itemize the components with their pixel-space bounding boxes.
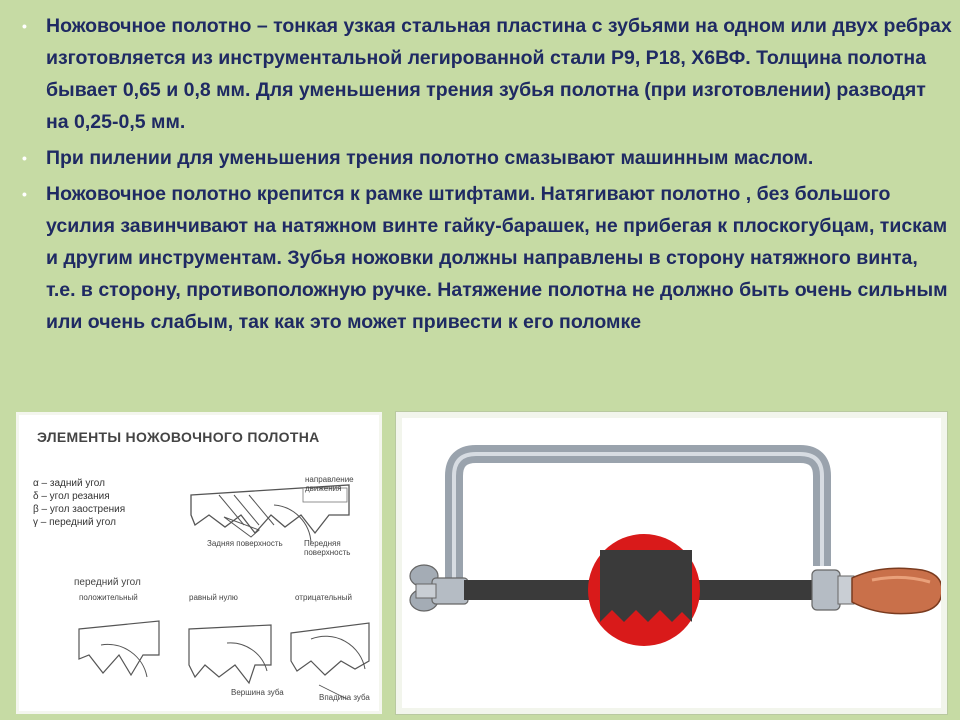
hatch-line bbox=[234, 495, 259, 525]
bullet-item bbox=[22, 178, 952, 338]
bullet-item bbox=[22, 142, 952, 174]
hatch-line bbox=[219, 495, 244, 525]
angle-type-zero: равный нулю bbox=[189, 593, 238, 602]
tooth-geometry-diagram bbox=[19, 415, 379, 711]
tooth-top-label: Вершина зуба bbox=[231, 688, 284, 697]
tension-screw-clamp bbox=[432, 578, 468, 604]
blade-clamp bbox=[812, 570, 840, 610]
hatch-line bbox=[249, 495, 274, 525]
direction-label: направление движения bbox=[305, 475, 354, 493]
front-surface-label: Передняя поверхность bbox=[304, 539, 351, 557]
back-surface-label: Задняя поверхность bbox=[207, 539, 283, 548]
bullet-text: При пилении для уменьшения трения полотно смазывают машинным маслом. bbox=[46, 147, 814, 169]
bullet-text: Ножовочное полотно – тонкая узкая стальная пластина с зубьями на одном или двух ребрах изготовляется из инструментальной легированной стали Р9, Р18, Х6ВФ. Толщина полотна бывает 0,65 и 0,8 мм. Для уменьшения трения зубья полотна (при изготовлении) разводят на 0,25-0,5 мм. bbox=[46, 15, 952, 133]
angle-type-negative: отрицательный bbox=[295, 593, 352, 602]
magnified-blade-top bbox=[600, 550, 692, 570]
figure-title: ЭЛЕМЕНТЫ НОЖОВОЧНОГО ПОЛОТНА bbox=[37, 429, 320, 445]
tooth-zero-angle bbox=[189, 625, 271, 683]
tooth-gap-label: Впадина зуба bbox=[319, 693, 370, 702]
bullet-item bbox=[22, 10, 952, 138]
hacksaw-figure bbox=[396, 412, 947, 714]
blade-elements-figure bbox=[16, 412, 382, 714]
legend-item: β – угол заострения bbox=[33, 504, 126, 515]
bullet-text: Ножовочное полотно крепится к рамке штифтами. Натягивают полотно , без большого усилия завинчивают на натяжном винте гайку-барашек, не прибегая к плоскогубцам, тискам и другим инструментам. Зубья ножовки должны направлены в сторону натяжного винта, т.е. в сторону, противоположную ручке. Натяжение полотна не должно быть очень сильным или очень слабым, так как это может привести к его поломке bbox=[46, 183, 948, 333]
bullet-list bbox=[22, 10, 952, 342]
front-angle-title: передний угол bbox=[74, 577, 141, 588]
saw-handle bbox=[852, 568, 941, 613]
angle-type-positive: положительный bbox=[79, 593, 138, 602]
legend-item: δ – угол резания bbox=[33, 491, 110, 502]
tension-screw bbox=[416, 584, 436, 598]
bullet-icon: • bbox=[22, 186, 27, 202]
angle-arc bbox=[274, 505, 311, 543]
direction-arrow bbox=[224, 517, 259, 537]
tooth-positive-angle bbox=[79, 621, 159, 677]
tooth-negative-angle bbox=[291, 623, 369, 699]
legend-item: α – задний угол bbox=[33, 478, 105, 489]
legend-item: γ – передний угол bbox=[33, 517, 116, 528]
hacksaw-illustration bbox=[402, 418, 941, 708]
bullet-icon: • bbox=[22, 18, 27, 34]
bullet-icon: • bbox=[22, 150, 27, 166]
